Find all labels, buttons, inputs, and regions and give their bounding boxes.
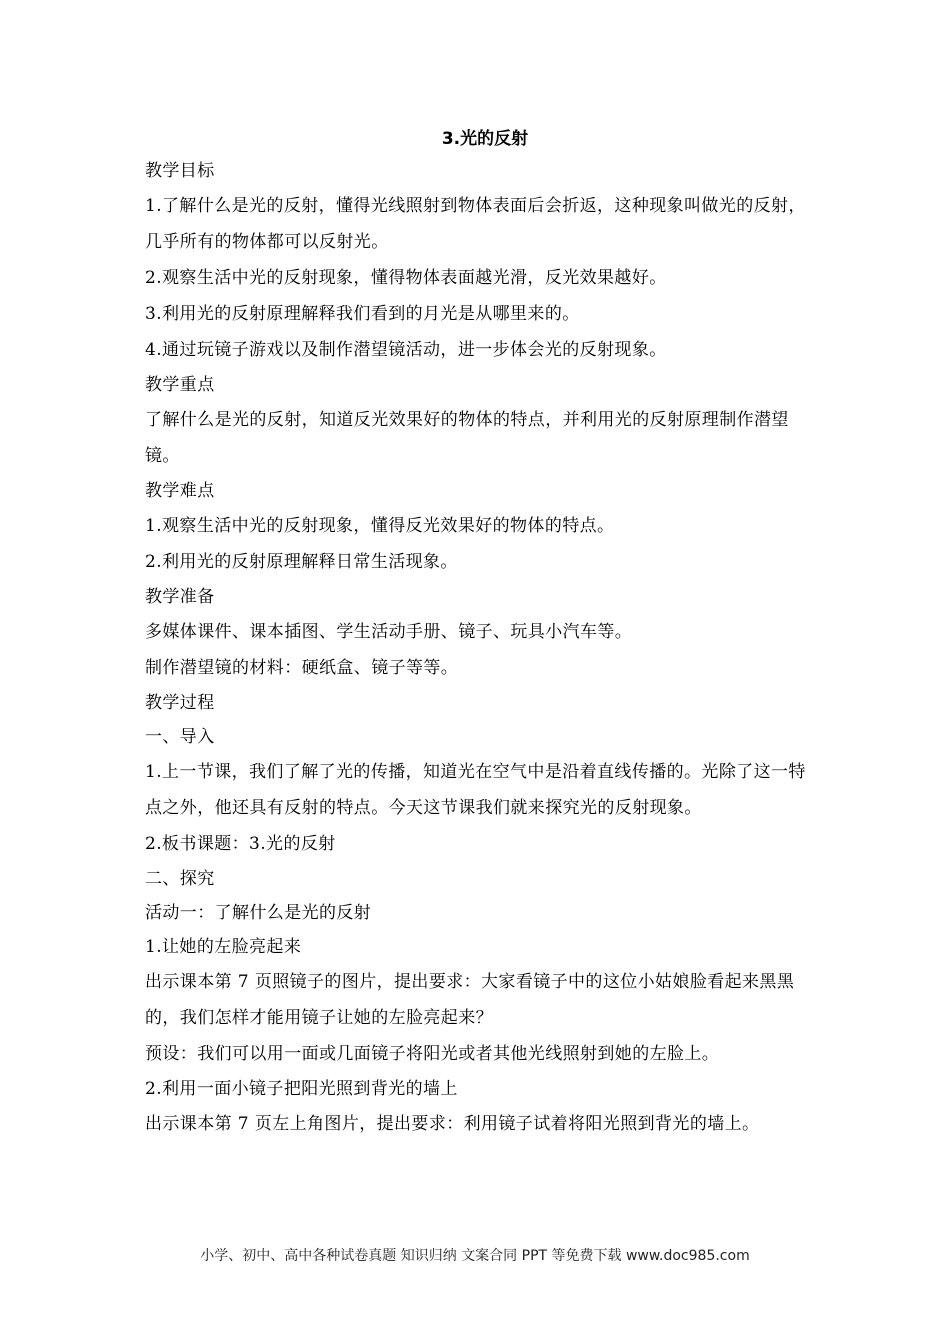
section-heading: 教学准备 [145,587,215,607]
body-paragraph: 了解什么是光的反射，知道反光效果好的物体的特点，并利用光的反射原理制作潜望镜。 [145,410,789,466]
section-heading: 教学难点 [145,481,215,501]
body-paragraph: 1.了解什么是光的反射，懂得光线照射到物体表面后会折返，这种现象叫做光的反射，几乎所有的物体都可以反射光。 [145,196,806,252]
body-paragraph: 2.板书课题：3.光的反射 [145,834,336,854]
section-heading: 一、导入 [145,727,215,747]
section-heading: 1.让她的左脸亮起来 [145,937,302,957]
body-paragraph: 多媒体课件、课本插图、学生活动手册、镜子、玩具小汽车等。 [145,622,633,642]
body-paragraph: 2.利用光的反射原理解释日常生活现象。 [145,552,458,572]
section-heading: 活动一：了解什么是光的反射 [145,903,372,923]
body-paragraph: 1.上一节课，我们了解了光的传播，知道光在空气中是沿着直线传播的。光除了这一特点之外，他还具有反射的特点。今天这节课我们就来探究光的反射现象。 [145,762,806,818]
section-heading: 二、探究 [145,869,215,889]
document-title: 3.光的反射 [441,129,529,149]
body-paragraph: 1.观察生活中光的反射现象，懂得反光效果好的物体的特点。 [145,516,615,536]
section-heading: 教学目标 [145,161,215,181]
section-heading: 2.利用一面小镜子把阳光照到背光的墙上 [145,1079,458,1099]
body-paragraph: 出示课本第 7 页照镜子的图片，提出要求：大家看镜子中的这位小姑娘脸看起来黑黑的，我们怎样才能用镜子让她的左脸亮起来？ [145,972,795,1028]
body-paragraph: 3.利用光的反射原理解释我们看到的月光是从哪里来的。 [145,304,580,324]
body-paragraph: 4.通过玩镜子游戏以及制作潜望镜活动，进一步体会光的反射现象。 [145,340,667,360]
body-paragraph: 预设：我们可以用一面或几面镜子将阳光或者其他光线照射到她的左脸上。 [145,1044,720,1064]
footer-banner: 小学、初中、高中各种试卷真题 知识归纳 文案合同 PPT 等免费下载 www.doc985.com [200,1248,750,1264]
document-body [145,154,815,1142]
document-page [145,124,815,1142]
section-heading: 教学过程 [145,693,215,713]
body-paragraph: 制作潜望镜的材料：硬纸盒、镜子等等。 [145,658,459,678]
section-heading: 教学重点 [145,375,215,395]
body-paragraph: 2.观察生活中光的反射现象，懂得物体表面越光滑，反光效果越好。 [145,268,667,288]
body-paragraph: 出示课本第 7 页左上角图片，提出要求：利用镜子试着将阳光照到背光的墙上。 [145,1114,760,1134]
